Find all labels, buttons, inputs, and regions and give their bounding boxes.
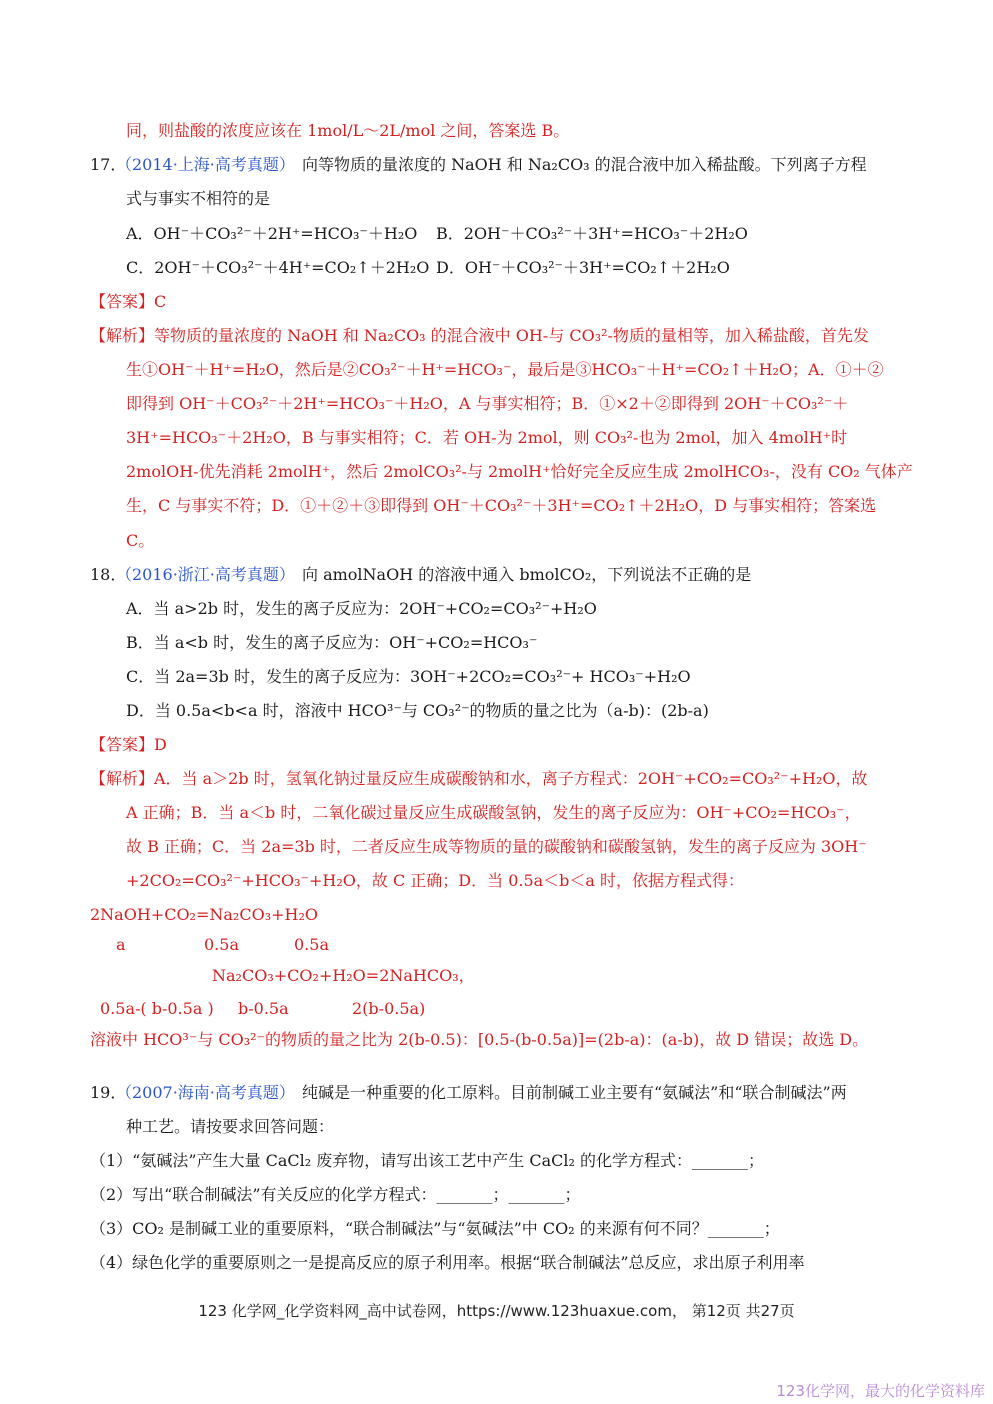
q18-equation-1-amount-b: 0.5a: [204, 935, 239, 954]
q17-stem-line2: 式与事实不相符的是: [126, 189, 271, 208]
q18-equation-1: 2NaOH+CO₂=Na₂CO₃+H₂O: [90, 905, 318, 924]
q18-equation-2: Na₂CO₃+CO₂+H₂O=2NaHCO₃，: [212, 966, 475, 985]
q17-explanation-line1: 【解析】等物质的量浓度的 NaOH 和 Na₂CO₃ 的混合液中 OH-与 CO₃²-物质的量相等，加入稀盐酸，首先发: [90, 326, 869, 345]
q18-equation-1-amount-a: a: [116, 935, 126, 954]
q17-explanation-line3: 即得到 OH⁻＋CO₃²⁻＋2H⁺=HCO₃⁻＋H₂O，A 与事实相符；B．①×2＋②即得到 2OH⁻＋CO₃²⁻＋: [126, 394, 849, 413]
q18-source: （2016·浙江·高考真题）: [116, 565, 295, 584]
q17-explanation-line4: 3H⁺=HCO₃⁻＋2H₂O，B 与事实相符；C．若 OH-为 2mol，则 CO₃²-也为 2mol，加入 4molH⁺时: [126, 428, 848, 447]
q18-equation-2-amount-c: 2(b-0.5a): [352, 999, 426, 1018]
q17-explanation-line7: C。: [126, 531, 155, 550]
q17-option-a: A．OH⁻＋CO₃²⁻＋2H⁺=HCO₃⁻＋H₂O: [126, 224, 418, 243]
q19-stem-line1: 纯碱是一种重要的化工原料。目前制碱工业主要有“氨碱法”和“联合制碱法”两: [302, 1083, 847, 1102]
q17-number: 17．: [90, 155, 127, 174]
q18-explanation-line3: 故 B 正确；C．当 2a=3b 时，二者反应生成等物质的量的碳酸钠和碳酸氢钠，发生的离子反应为 3OH⁻: [126, 837, 867, 856]
page-footer: 123 化学网_化学资料网_高中试卷网，https://www.123huaxue.com， 第12页 共27页: [198, 1302, 795, 1320]
q18-explanation-line1: 【解析】A．当 a＞2b 时，氢氧化钠过量反应生成碳酸钠和水，离子方程式：2OH⁻+CO₂=CO₃²⁻+H₂O，故: [90, 769, 868, 788]
q19-part-3: （3）CO₂ 是制碱工业的重要原料，“联合制碱法”与“氨碱法”中 CO₂ 的来源有何不同？_______；: [90, 1219, 780, 1238]
q18-option-c: C．当 2a=3b 时，发生的离子反应为：3OH⁻+2CO₂=CO₃²⁻+ HCO₃⁻+H₂O: [126, 667, 691, 686]
q17-stem-line1: 向等物质的量浓度的 NaOH 和 Na₂CO₃ 的混合液中加入稀盐酸。下列离子方程: [302, 155, 867, 174]
q17-option-d: D．OH⁻＋CO₃²⁻＋3H⁺=CO₂↑＋2H₂O: [436, 258, 730, 277]
q19-stem-line2: 种工艺。请按要求回答问题：: [126, 1117, 335, 1136]
q17-answer: 【答案】C: [90, 292, 167, 311]
q18-explanation-line4: +2CO₂=CO₃²⁻+HCO₃⁻+H₂O，故 C 正确；D．当 0.5a＜b＜a 时，依据方程式得：: [126, 871, 745, 890]
q18-explanation-conclusion: 溶液中 HCO³⁻与 CO₃²⁻的物质的量之比为 2(b-0.5)：[0.5-(b-0.5a)]=(2b-a)：(a-b)，故 D 错误；故选 D。: [90, 1030, 869, 1049]
watermark: 123化学网，最大的化学资料库: [776, 1382, 985, 1400]
q18-option-a: A．当 a>2b 时，发生的离子反应为：2OH⁻+CO₂=CO₃²⁻+H₂O: [126, 599, 597, 618]
q17-explanation-line2: 生①OH⁻＋H⁺=H₂O，然后是②CO₃²⁻＋H⁺=HCO₃⁻，最后是③HCO₃⁻＋H⁺=CO₂↑＋H₂O；A．①＋②: [126, 360, 884, 379]
q18-option-d: D．当 0.5a<b<a 时，溶液中 HCO³⁻与 CO₃²⁻的物质的量之比为（a-b)：(2b-a): [126, 701, 709, 720]
q19-part-1: （1）“氨碱法”产生大量 CaCl₂ 废弃物，请写出该工艺中产生 CaCl₂ 的化学方程式：_______；: [90, 1151, 764, 1170]
q18-option-b: B．当 a<b 时，发生的离子反应为：OH⁻+CO₂=HCO₃⁻: [126, 633, 538, 652]
q17-explanation-line5: 2molOH-优先消耗 2molH⁺，然后 2molCO₃²-与 2molH⁺恰好完全反应生成 2molHCO₃-，没有 CO₂ 气体产: [126, 462, 913, 481]
q17-option-c: C．2OH⁻＋CO₃²⁻＋4H⁺=CO₂↑＋2H₂O: [126, 258, 430, 277]
q19-part-4: （4）绿色化学的重要原则之一是提高反应的原子利用率。根据“联合制碱法”总反应，求出原子利用率: [90, 1253, 805, 1272]
q18-answer: 【答案】D: [90, 735, 167, 754]
q18-stem: 向 amolNaOH 的溶液中通入 bmolCO₂，下列说法不正确的是: [302, 565, 752, 584]
q19-number: 19．: [90, 1083, 127, 1102]
q18-explanation-line2: A 正确；B．当 a＜b 时，二氧化碳过量反应生成碳酸氢钠，发生的离子反应为：OH⁻+CO₂=HCO₃⁻，: [126, 803, 861, 822]
q17-source: （2014·上海·高考真题）: [116, 155, 295, 174]
q18-equation-2-amount-a: 0.5a-( b-0.5a ): [100, 999, 214, 1018]
q17-explanation-line6: 生，C 与事实不符；D．①＋②＋③即得到 OH⁻＋CO₃²⁻＋3H⁺=CO₂↑＋2H₂O，D 与事实相符；答案选: [126, 496, 877, 515]
q18-equation-1-amount-c: 0.5a: [294, 935, 329, 954]
q18-number: 18．: [90, 565, 127, 584]
q18-equation-2-amount-b: b-0.5a: [238, 999, 289, 1018]
q19-part-2: （2）写出“联合制碱法”有关反应的化学方程式：_______；_______；: [90, 1185, 581, 1204]
q17-option-b: B．2OH⁻＋CO₃²⁻＋3H⁺=HCO₃⁻＋2H₂O: [436, 224, 748, 243]
q19-source: （2007·海南·高考真题）: [116, 1083, 295, 1102]
q16-explanation-end: 同，则盐酸的浓度应该在 1mol/L～2L/mol 之间，答案选 B。: [126, 121, 570, 140]
